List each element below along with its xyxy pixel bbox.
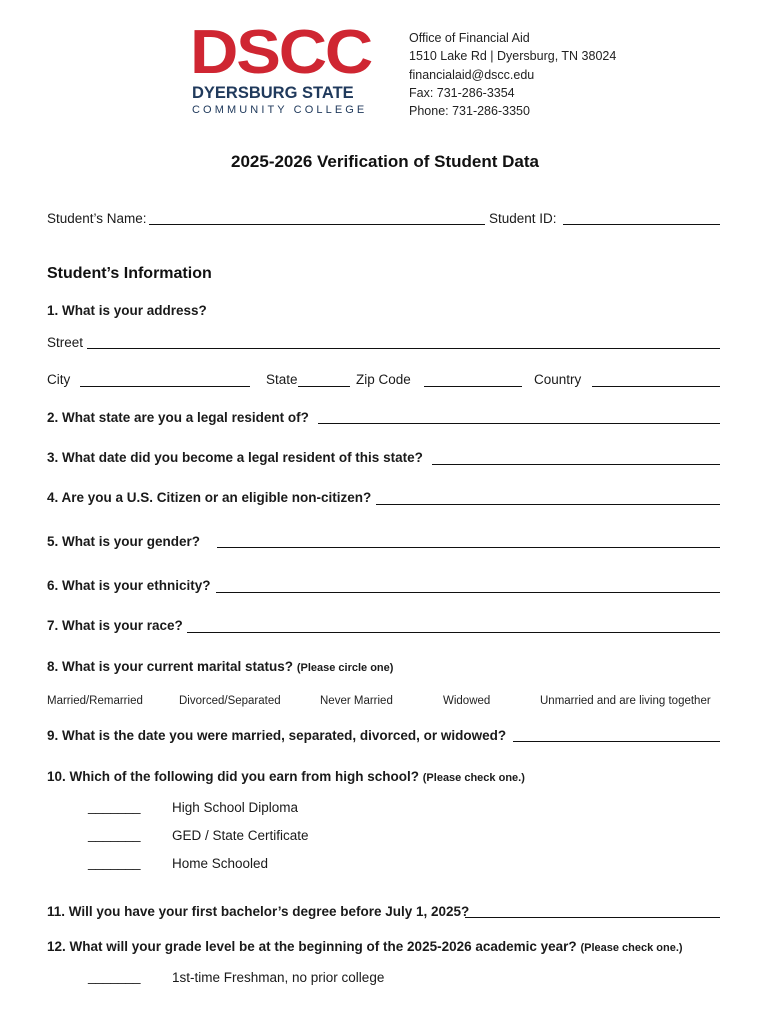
question-6-field[interactable] bbox=[216, 592, 720, 593]
ged-label: GED / State Certificate bbox=[172, 828, 309, 843]
question-9-field[interactable] bbox=[513, 741, 720, 742]
question-2-label: 2. What state are you a legal resident of? bbox=[47, 410, 309, 425]
question-8-note: (Please circle one) bbox=[296, 662, 394, 674]
student-id-label: Student ID: bbox=[489, 211, 557, 226]
question-6-label: 6. What is your ethnicity? bbox=[47, 578, 211, 593]
student-name-field[interactable] bbox=[149, 224, 485, 225]
question-12-text: 12. What will your grade level be at the beginning of the 2025-2026 academic year? bbox=[47, 939, 577, 954]
question-7-label: 7. What is your race? bbox=[47, 618, 183, 633]
freshman-blank[interactable]: _______ bbox=[88, 969, 141, 984]
city-label: City bbox=[47, 372, 71, 387]
logo-college-name: DYERSBURG STATE bbox=[192, 84, 354, 102]
hs-diploma-blank[interactable]: _______ bbox=[88, 799, 141, 814]
hs-diploma-label: High School Diploma bbox=[172, 800, 299, 815]
office-email[interactable]: financialaid@dscc.edu bbox=[409, 67, 535, 82]
question-11-label: 11. Will you have your first bachelor’s degree before July 1, 2025? bbox=[47, 904, 470, 919]
question-3-field[interactable] bbox=[432, 464, 720, 465]
section-title: Student’s Information bbox=[47, 265, 212, 282]
zip-label: Zip Code bbox=[356, 372, 411, 387]
dscc-logo: DSCC bbox=[190, 18, 372, 87]
state-label: State bbox=[266, 372, 298, 387]
question-12-note: (Please check one.) bbox=[580, 942, 683, 954]
question-10-label bbox=[47, 769, 525, 786]
student-id-field[interactable] bbox=[563, 224, 720, 225]
question-8-text: 8. What is your current marital status? bbox=[47, 659, 294, 674]
question-1-label: 1. What is your address? bbox=[47, 303, 207, 318]
ged-blank[interactable]: _______ bbox=[88, 827, 141, 842]
marital-option-never-married[interactable]: Never Married bbox=[320, 695, 393, 707]
freshman-label: 1st-time Freshman, no prior college bbox=[172, 970, 385, 985]
student-name-label: Student’s Name: bbox=[47, 211, 147, 226]
office-contact-block bbox=[409, 29, 616, 120]
question-10-note: (Please check one.) bbox=[422, 772, 525, 784]
question-3-label: 3. What date did you become a legal resident of this state? bbox=[47, 450, 423, 465]
question-4-label: 4. Are you a U.S. Citizen or an eligible non-citizen? bbox=[47, 490, 372, 505]
office-fax: Fax: 731-286-3354 bbox=[409, 85, 515, 100]
marital-option-unmarried-together[interactable]: Unmarried and are living together bbox=[540, 695, 711, 707]
marital-option-widowed[interactable]: Widowed bbox=[443, 695, 491, 707]
home-schooled-label: Home Schooled bbox=[172, 856, 269, 871]
logo-tagline: COMMUNITY COLLEGE bbox=[192, 104, 368, 116]
country-field[interactable] bbox=[592, 386, 720, 387]
zip-field[interactable] bbox=[424, 386, 522, 387]
question-11-field[interactable] bbox=[465, 917, 720, 918]
question-5-field[interactable] bbox=[217, 547, 720, 548]
question-9-label: 9. What is the date you were married, separated, divorced, or widowed? bbox=[47, 728, 507, 743]
home-schooled-blank[interactable]: _______ bbox=[88, 855, 141, 870]
question-12-label bbox=[47, 939, 683, 956]
question-5-label: 5. What is your gender? bbox=[47, 534, 201, 549]
document-title: 2025-2026 Verification of Student Data bbox=[231, 152, 539, 171]
question-8-label bbox=[47, 659, 393, 676]
question-4-field[interactable] bbox=[376, 504, 720, 505]
question-2-field[interactable] bbox=[318, 423, 720, 424]
state-field[interactable] bbox=[298, 386, 350, 387]
city-field[interactable] bbox=[80, 386, 250, 387]
office-phone: Phone: 731-286-3350 bbox=[409, 104, 530, 119]
question-7-field[interactable] bbox=[187, 632, 720, 633]
country-label: Country bbox=[534, 372, 582, 387]
office-address: 1510 Lake Rd | Dyersburg, TN 38024 bbox=[409, 49, 617, 64]
street-label: Street bbox=[47, 335, 84, 350]
street-field[interactable] bbox=[87, 348, 720, 349]
marital-option-divorced[interactable]: Divorced/Separated bbox=[179, 695, 281, 707]
question-10-text: 10. Which of the following did you earn from high school? bbox=[47, 769, 419, 784]
marital-option-married[interactable]: Married/Remarried bbox=[47, 695, 143, 707]
office-name: Office of Financial Aid bbox=[409, 31, 530, 45]
